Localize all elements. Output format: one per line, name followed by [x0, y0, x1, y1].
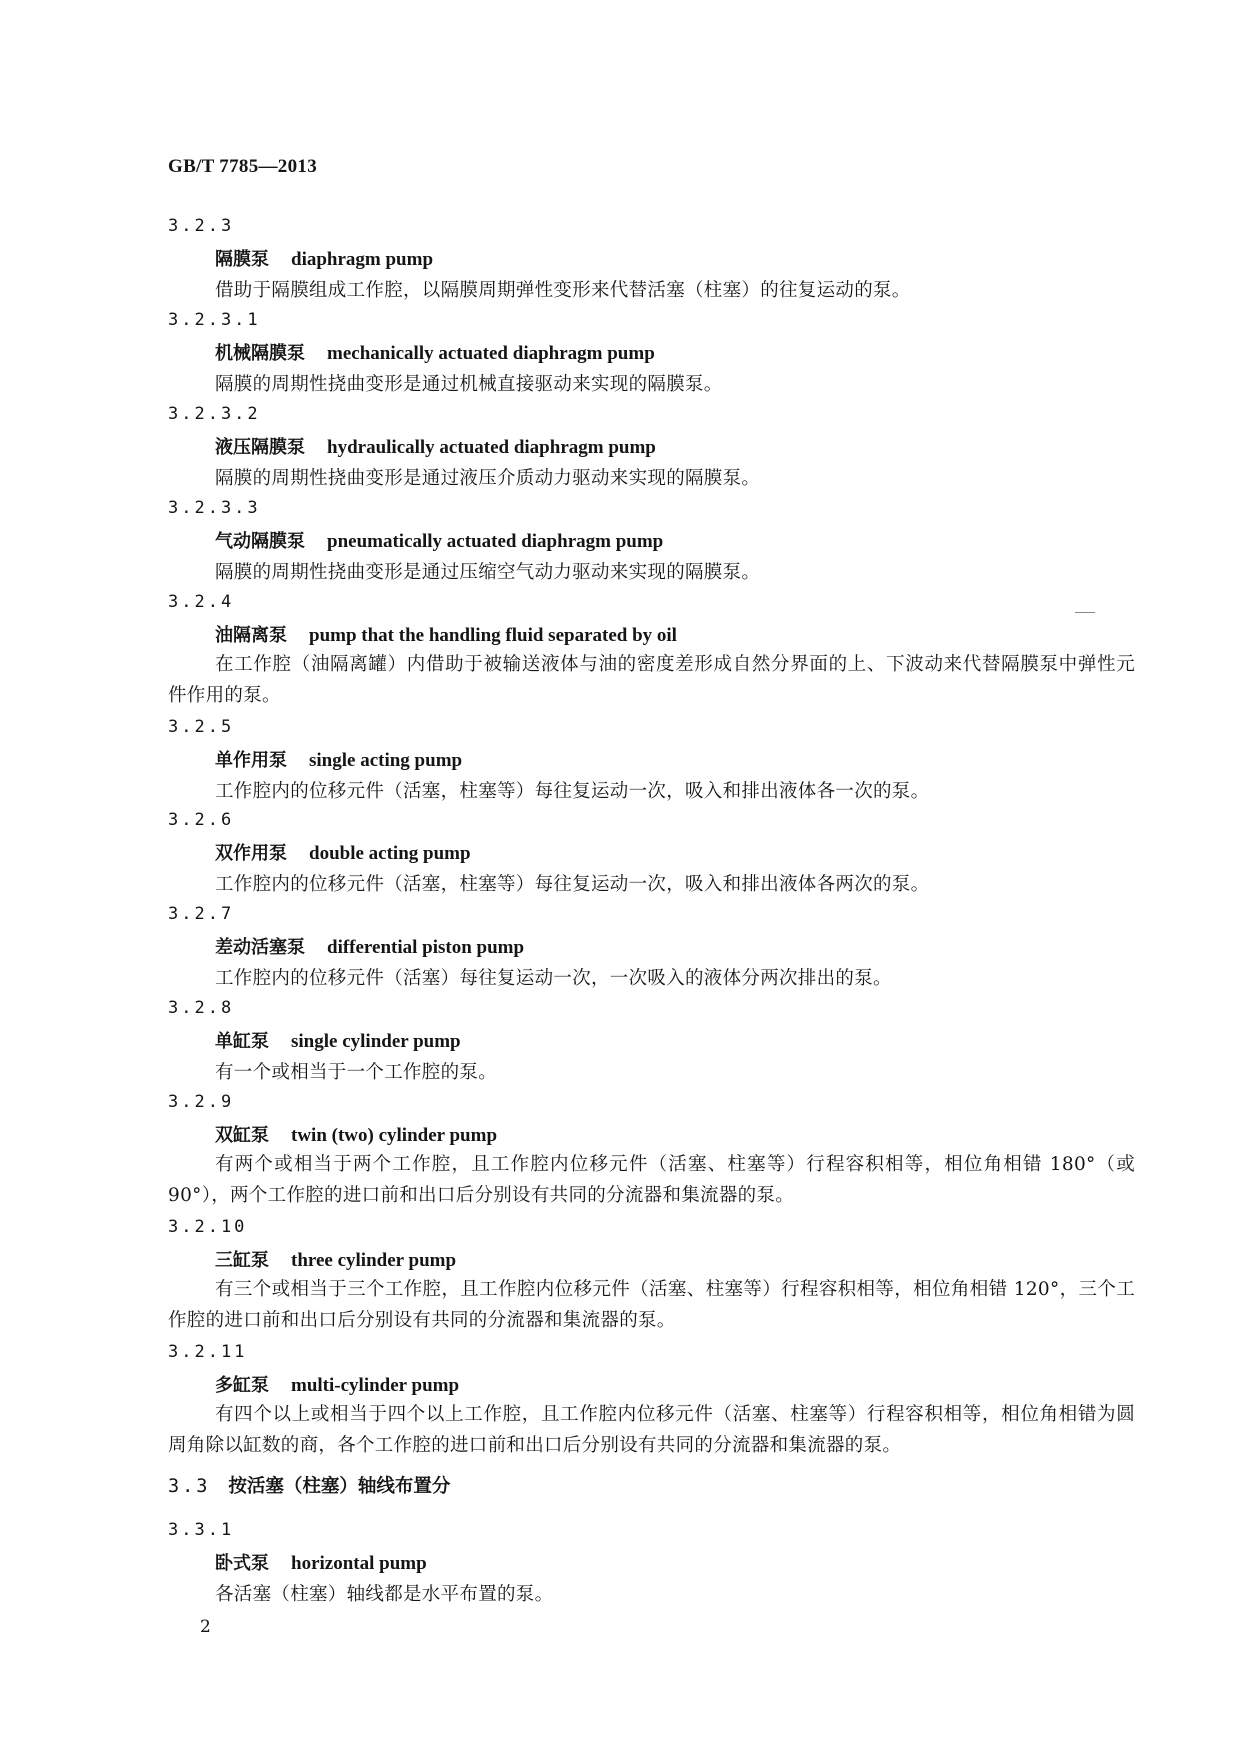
term-heading: [215, 1121, 497, 1147]
term-heading: [215, 746, 462, 772]
clause-number: 3.2.7: [168, 904, 235, 924]
term-definition: 有两个或相当于两个工作腔，且工作腔内位移元件（活塞、柱塞等）行程容积相等，相位角相错 180°（或 90°），两个工作腔的进口前和出口后分别设有共同的分流器和集流器的泵。: [168, 1154, 1135, 1206]
term-heading: [215, 1371, 459, 1397]
term-definition: 在工作腔（油隔离罐）内借助于被输送液体与油的密度差形成自然分界面的上、下波动来代替隔膜泵中弹性元件作用的泵。: [168, 654, 1135, 706]
term-heading: [215, 839, 471, 865]
term-en: single cylinder pump: [291, 1031, 461, 1052]
term-en: three cylinder pump: [291, 1250, 457, 1271]
term-en: twin (two) cylinder pump: [291, 1125, 498, 1146]
term-en: pump that the handling fluid separated by oil: [309, 625, 677, 646]
clause-number: 3.2.4: [168, 592, 235, 612]
term-definition: 工作腔内的位移元件（活塞，柱塞等）每往复运动一次，吸入和排出液体各两次的泵。: [215, 874, 930, 895]
term-en: multi-cylinder pump: [291, 1375, 460, 1396]
page-number: 2: [200, 1617, 211, 1637]
clause-number: 3.2.8: [168, 998, 235, 1018]
clause-number: 3.2.3.2: [168, 404, 261, 424]
term-heading: [215, 339, 655, 365]
clause-number: 3.2.11: [168, 1342, 248, 1362]
section-title: 按活塞（柱塞）轴线布置分: [228, 1476, 451, 1497]
term-zh: 油隔离泵: [215, 625, 287, 646]
term-definition: 有一个或相当于一个工作腔的泵。: [215, 1062, 498, 1083]
term-definition: 隔膜的周期性挠曲变形是通过机械直接驱动来实现的隔膜泵。: [215, 374, 723, 395]
term-en: differential piston pump: [327, 937, 525, 958]
term-zh: 液压隔膜泵: [215, 437, 305, 458]
term-heading: [215, 1246, 456, 1272]
term-heading: [215, 433, 656, 459]
standard-number-header: GB/T 7785—2013: [168, 156, 318, 177]
term-definition: 隔膜的周期性挠曲变形是通过液压介质动力驱动来实现的隔膜泵。: [215, 468, 761, 489]
term-zh: 三缸泵: [215, 1250, 269, 1271]
clause-number: 3.2.3.3: [168, 498, 261, 518]
term-zh: 多缸泵: [215, 1375, 269, 1396]
section-heading: [168, 1472, 450, 1498]
clause-number: 3.2.3.1: [168, 310, 261, 330]
term-definition: 有四个以上或相当于四个以上工作腔，且工作腔内位移元件（活塞、柱塞等）行程容积相等，相位角相错为圆周角除以缸数的商，各个工作腔的进口前和出口后分别设有共同的分流器和集流器的泵。: [168, 1404, 1135, 1456]
term-zh: 单缸泵: [215, 1031, 269, 1052]
term-zh: 单作用泵: [215, 750, 287, 771]
term-zh: 气动隔膜泵: [215, 531, 305, 552]
term-zh: 机械隔膜泵: [215, 343, 305, 364]
term-definition: 有三个或相当于三个工作腔，且工作腔内位移元件（活塞、柱塞等）行程容积相等，相位角相错 120°，三个工作腔的进口前和出口后分别设有共同的分流器和集流器的泵。: [168, 1279, 1135, 1331]
term-heading: [215, 933, 524, 959]
clause-number: 3.2.3: [168, 216, 235, 236]
term-zh: 隔膜泵: [215, 249, 269, 270]
term-zh: 卧式泵: [215, 1553, 269, 1574]
clause-number: 3.2.10: [168, 1217, 248, 1237]
section-number: 3.3: [168, 1476, 211, 1497]
term-definition: 各活塞（柱塞）轴线都是水平布置的泵。: [215, 1584, 554, 1605]
term-en: double acting pump: [309, 843, 471, 864]
term-en: horizontal pump: [291, 1553, 427, 1574]
clause-number: 3.3.1: [168, 1520, 235, 1540]
term-en: single acting pump: [309, 750, 463, 771]
clause-number: 3.2.5: [168, 717, 235, 737]
term-heading: [215, 245, 433, 271]
term-zh: 双缸泵: [215, 1125, 269, 1146]
term-heading: [215, 1027, 461, 1053]
term-heading: [215, 621, 677, 647]
term-zh: 双作用泵: [215, 843, 287, 864]
clause-number: 3.2.6: [168, 810, 235, 830]
term-heading: [215, 527, 663, 553]
term-heading: [215, 1549, 427, 1575]
term-definition: 工作腔内的位移元件（活塞）每往复运动一次，一次吸入的液体分两次排出的泵。: [215, 968, 892, 989]
term-definition: 借助于隔膜组成工作腔，以隔膜周期弹性变形来代替活塞（柱塞）的往复运动的泵。: [215, 280, 911, 301]
term-zh: 差动活塞泵: [215, 937, 305, 958]
scan-speck: [1075, 612, 1095, 613]
term-en: diaphragm pump: [291, 249, 434, 270]
term-en: pneumatically actuated diaphragm pump: [327, 531, 664, 552]
term-definition: 工作腔内的位移元件（活塞，柱塞等）每往复运动一次，吸入和排出液体各一次的泵。: [215, 781, 930, 802]
term-definition: 隔膜的周期性挠曲变形是通过压缩空气动力驱动来实现的隔膜泵。: [215, 562, 761, 583]
term-en: hydraulically actuated diaphragm pump: [327, 437, 656, 458]
clause-number: 3.2.9: [168, 1092, 235, 1112]
term-en: mechanically actuated diaphragm pump: [327, 343, 655, 364]
